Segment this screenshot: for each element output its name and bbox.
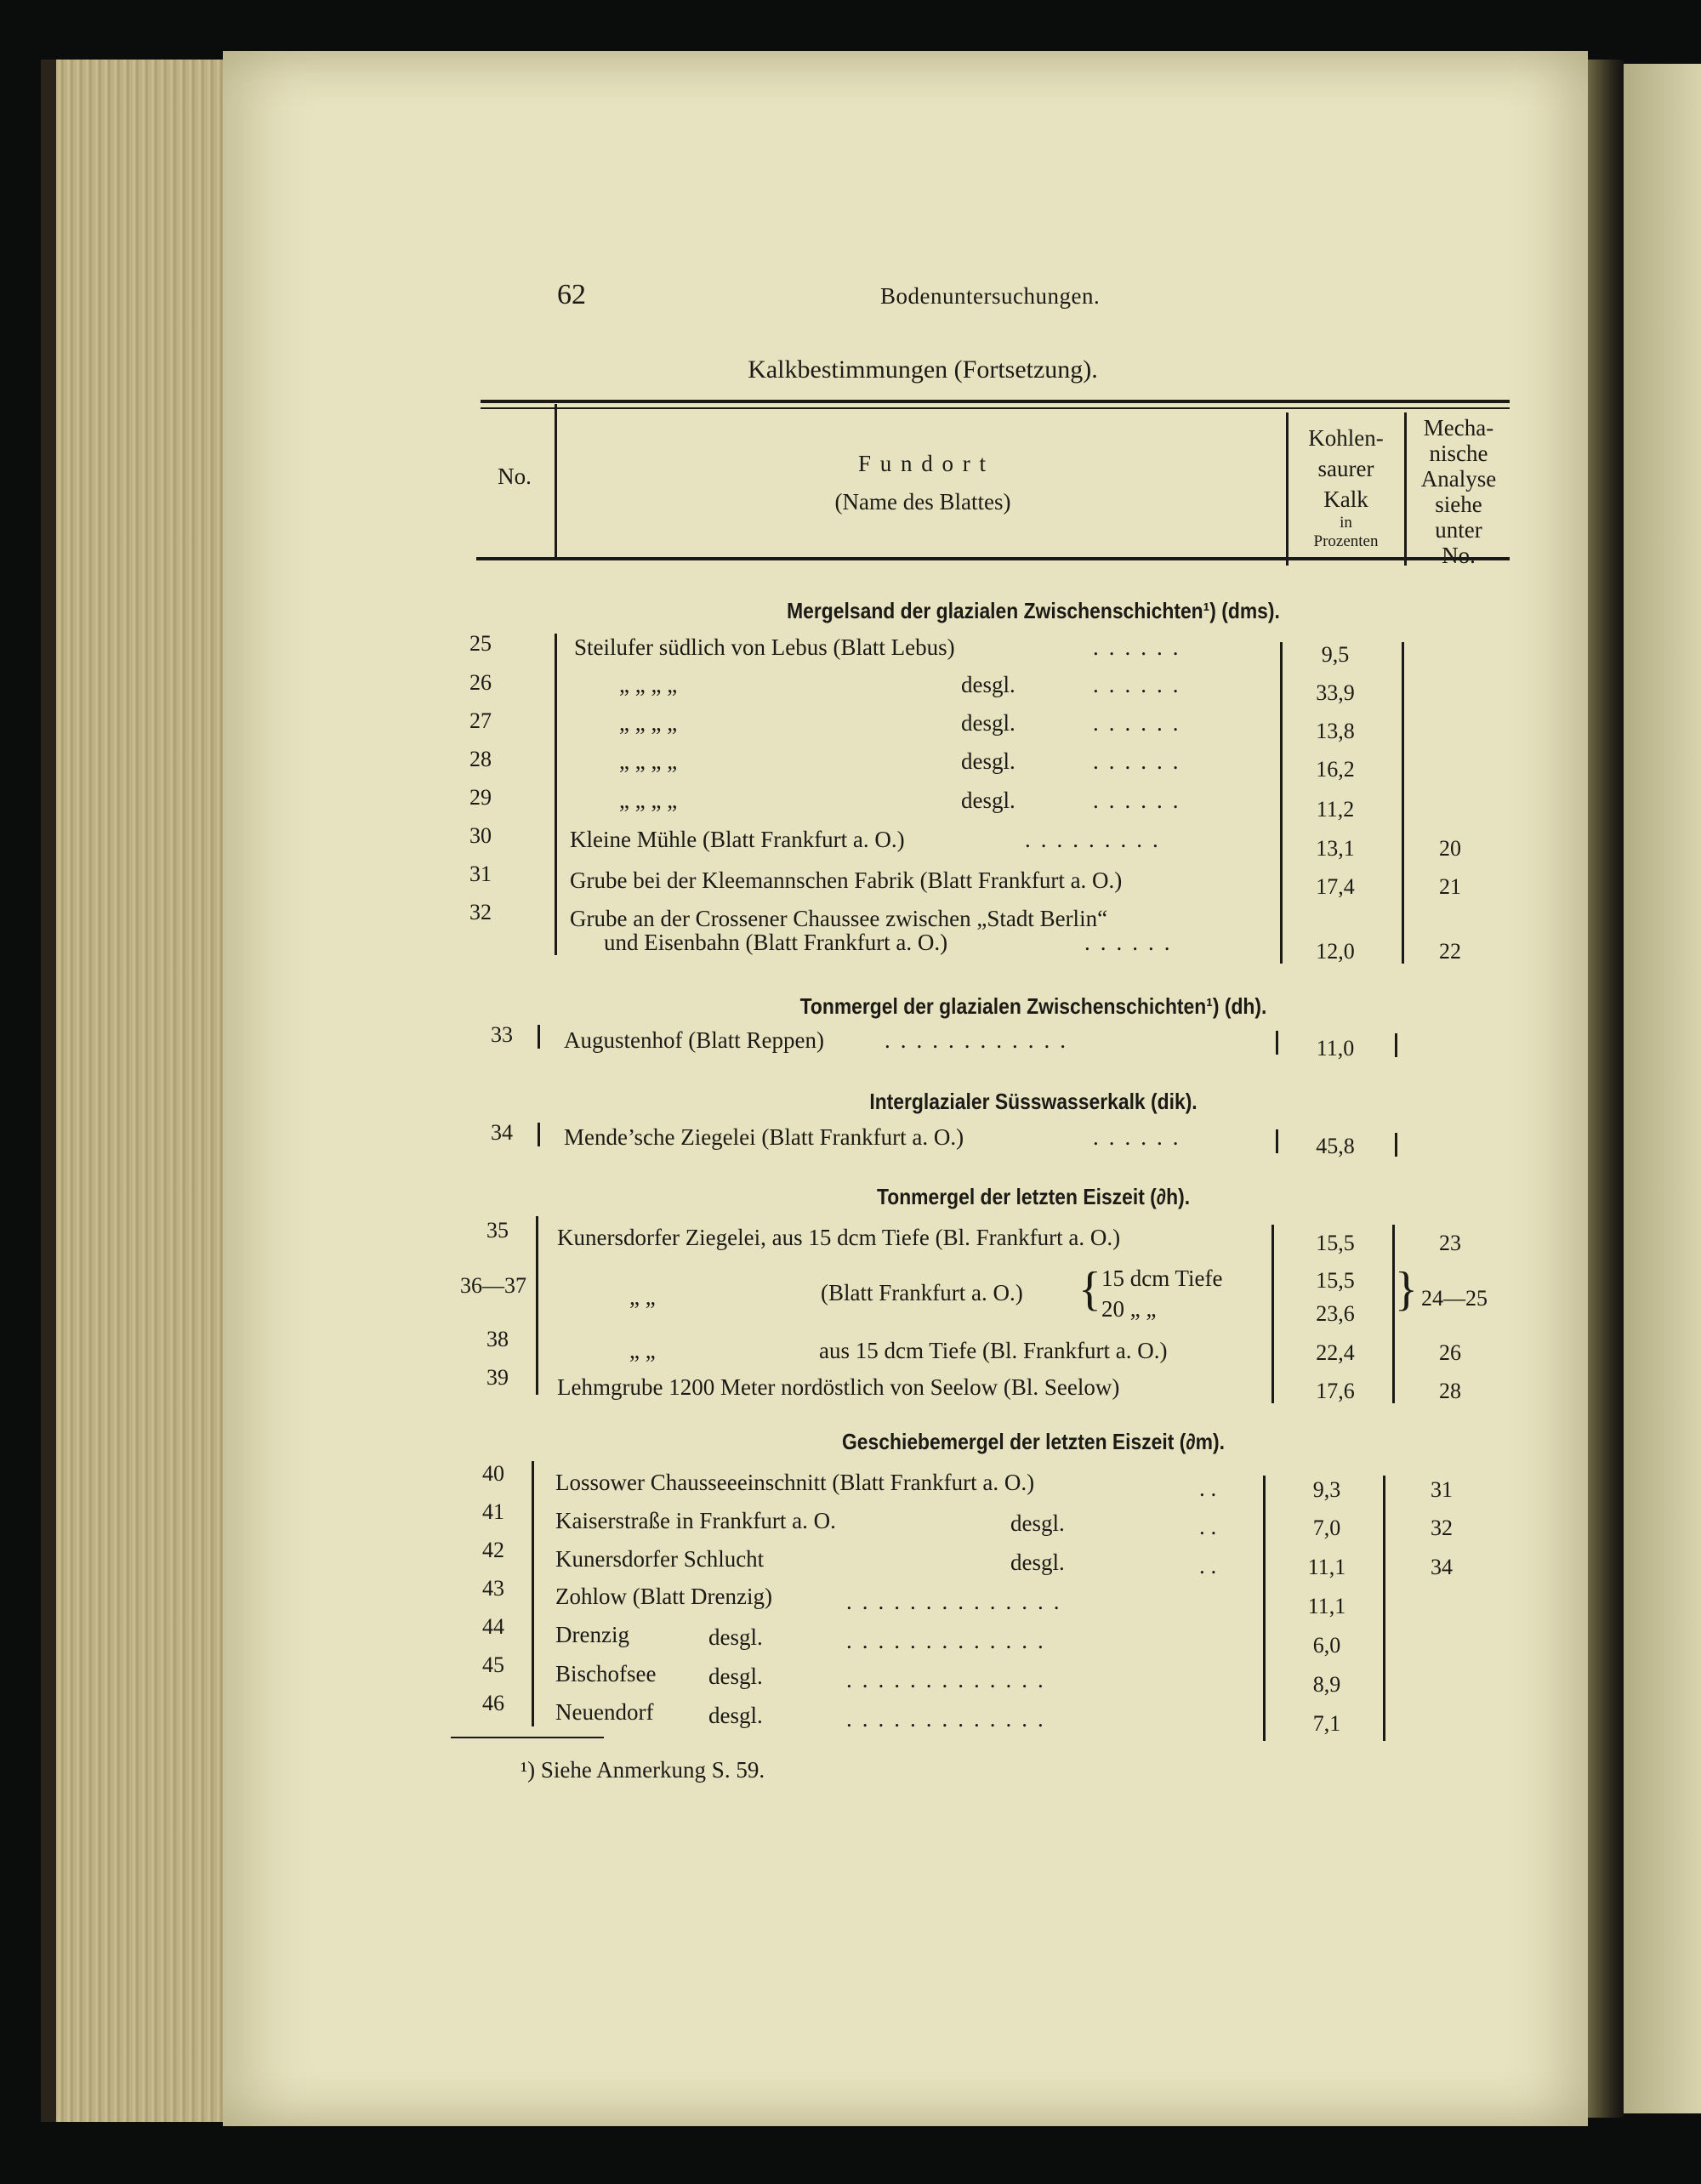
header-mech: Mecha- nische Analyse siehe unter No. — [1420, 415, 1497, 568]
row-number: 25 — [469, 631, 492, 656]
row-leader-dots: .............. — [846, 1589, 1070, 1614]
column-rule-kalk — [1276, 1031, 1278, 1055]
row-fundort: Kunersdorfer Schlucht — [555, 1546, 765, 1572]
row-kalk: 12,0 — [1316, 939, 1355, 964]
row-desgl: desgl. — [1010, 1510, 1065, 1536]
row-kalk: 7,0 — [1312, 1516, 1341, 1540]
row-fundort: Drenzig — [555, 1622, 629, 1647]
row-leader-dots: ...... — [1084, 930, 1180, 955]
row-kalk: 17,6 — [1316, 1379, 1355, 1403]
table-top-rule-thin — [481, 407, 1510, 409]
row-number: 46 — [482, 1691, 504, 1715]
row-number: 42 — [482, 1538, 504, 1562]
column-rule-mech — [1383, 1476, 1385, 1741]
column-rule-kalk — [1280, 642, 1283, 964]
running-head: Bodenuntersuchungen. — [880, 283, 1101, 309]
row-mech: 23 — [1439, 1231, 1461, 1255]
row-mech: 24—25 — [1421, 1286, 1488, 1311]
row-number: 43 — [482, 1576, 504, 1601]
section-heading: Tonmergel der letzten Eiszeit (∂h). — [876, 1184, 1191, 1209]
row-depth-1: 15 dcm Tiefe — [1101, 1265, 1223, 1291]
header-fundort-sub: (Name des Blattes) — [834, 489, 1011, 515]
row-mech: 34 — [1431, 1555, 1453, 1579]
row-ditto: „ „ — [629, 1284, 656, 1310]
footnote-rule — [451, 1737, 604, 1738]
row-kalk: 11,1 — [1307, 1594, 1346, 1618]
row-fundort: Neuendorf — [555, 1699, 654, 1725]
row-ditto: „ „ „ „ — [619, 710, 678, 736]
row-mech: 22 — [1439, 939, 1461, 964]
section-heading: Mergelsand der glazialen Zwischenschichten¹) (dms). — [787, 598, 1280, 623]
row-mech: 20 — [1439, 836, 1461, 861]
row-leader-dots: ............ — [885, 1027, 1076, 1053]
row-kalk: 15,5 — [1316, 1268, 1355, 1293]
column-rule-mech — [1395, 1033, 1397, 1057]
header-fundort: F u n d o r t — [857, 451, 987, 476]
row-kalk: 9,5 — [1321, 642, 1350, 667]
row-number: 30 — [469, 823, 492, 848]
header-divider-no — [555, 404, 557, 557]
row-number: 29 — [469, 785, 492, 810]
row-desgl: desgl. — [961, 788, 1015, 813]
section-heading: Tonmergel der glazialen Zwischenschichten¹) (dh). — [799, 993, 1267, 1019]
footnote: ¹) Siehe Anmerkung S. 59. — [521, 1757, 765, 1783]
row-desgl: desgl. — [708, 1624, 763, 1650]
row-number: 39 — [486, 1365, 509, 1390]
row-kalk: 45,8 — [1316, 1134, 1355, 1158]
row-number: 41 — [482, 1499, 504, 1524]
row-fundort: Grube bei der Kleemannschen Fabrik (Blatt Frankfurt a. O.) — [570, 867, 1123, 893]
row-number: 45 — [482, 1652, 504, 1677]
row-number: 38 — [486, 1327, 509, 1351]
row-kalk: 9,3 — [1312, 1477, 1341, 1502]
row-number: 32 — [469, 900, 492, 924]
row-fundort: Grube an der Crossener Chaussee zwischen „Stadt Berlin“ — [570, 906, 1108, 931]
row-kalk-2: 23,6 — [1316, 1301, 1355, 1326]
row-fundort: aus 15 dcm Tiefe (Bl. Frankfurt a. O.) — [819, 1338, 1168, 1363]
row-number: 35 — [486, 1218, 509, 1243]
row-number: 44 — [482, 1614, 504, 1639]
column-rule-mech — [1395, 1133, 1397, 1157]
row-leader-dots: ...... — [1093, 634, 1189, 660]
section-heading: Geschiebemergel der letzten Eiszeit (∂m). — [842, 1429, 1225, 1454]
row-leader-dots: ...... — [1093, 788, 1189, 813]
row-fundort: (Blatt Frankfurt a. O.) — [821, 1280, 1023, 1305]
row-number: 36—37 — [460, 1273, 526, 1298]
row-kalk: 33,9 — [1316, 680, 1355, 705]
row-fundort: Mende’sche Ziegelei (Blatt Frankfurt a. O.) — [564, 1124, 964, 1150]
row-number: 34 — [491, 1120, 513, 1145]
row-leader-dots: . . — [1199, 1514, 1217, 1539]
row-number: 28 — [469, 747, 492, 771]
row-fundort: Lossower Chausseeeinschnitt (Blatt Frankfurt a. O.) — [555, 1470, 1035, 1495]
row-kalk: 8,9 — [1312, 1672, 1341, 1697]
row-ditto: „ „ „ „ — [619, 788, 678, 813]
header-divider-mech — [1404, 412, 1407, 566]
row-desgl: desgl. — [961, 672, 1015, 697]
row-fundort: Kaiserstraße in Frankfurt a. O. — [555, 1508, 836, 1533]
row-leader-dots: ......... — [1025, 827, 1169, 852]
row-leader-dots: ...... — [1093, 748, 1189, 774]
row-leader-dots: . . — [1199, 1553, 1217, 1578]
row-fundort: Kleine Mühle (Blatt Frankfurt a. O.) — [570, 827, 905, 852]
row-leader-dots: ...... — [1093, 1124, 1189, 1150]
header-bottom-rule — [476, 557, 1510, 560]
row-number: 33 — [491, 1022, 513, 1047]
header-kalk: Kohlen- saurer Kalk in Prozenten — [1308, 425, 1384, 550]
row-leader-dots: . . — [1199, 1476, 1217, 1501]
row-kalk: 11,1 — [1307, 1555, 1346, 1579]
row-kalk: 13,1 — [1316, 836, 1355, 861]
row-leader-dots: ...... — [1093, 672, 1189, 697]
row-fundort: Zohlow (Blatt Drenzig) — [555, 1584, 772, 1609]
row-mech: 21 — [1439, 874, 1461, 899]
page-number: 62 — [557, 279, 586, 310]
row-desgl: desgl. — [708, 1703, 763, 1728]
row-mech: 31 — [1431, 1477, 1453, 1502]
column-rule-kalk — [1263, 1476, 1266, 1741]
row-number: 31 — [469, 862, 492, 886]
column-rule-no — [538, 1025, 540, 1049]
row-leader-dots: ............. — [846, 1667, 1054, 1692]
row-fundort: Augustenhof (Blatt Reppen) — [564, 1027, 824, 1053]
row-mech: 28 — [1439, 1379, 1461, 1403]
row-fundort: Lehmgrube 1200 Meter nordöstlich von Seelow (Bl. Seelow) — [557, 1374, 1120, 1400]
row-desgl: desgl. — [961, 710, 1015, 736]
row-kalk: 11,2 — [1316, 797, 1355, 822]
column-rule-no — [555, 634, 557, 955]
column-rule-mech — [1402, 642, 1404, 964]
column-rule-kalk — [1271, 1225, 1274, 1403]
row-mech: 32 — [1431, 1516, 1453, 1540]
row-kalk: 22,4 — [1316, 1340, 1355, 1365]
row-number: 40 — [482, 1461, 504, 1486]
brace-right: } — [1395, 1263, 1418, 1316]
brace-left: { — [1078, 1263, 1101, 1316]
row-ditto: „ „ „ „ — [619, 748, 678, 774]
table-top-rule — [481, 400, 1510, 403]
column-rule-kalk — [1276, 1129, 1278, 1153]
row-fundort-continued: und Eisenbahn (Blatt Frankfurt a. O.) — [604, 930, 948, 955]
row-desgl: desgl. — [961, 748, 1015, 774]
row-kalk: 16,2 — [1316, 757, 1355, 782]
row-number: 27 — [469, 708, 492, 733]
column-rule-no — [538, 1123, 540, 1146]
row-desgl: desgl. — [1010, 1550, 1065, 1575]
row-leader-dots: ............. — [846, 1706, 1054, 1732]
row-desgl: desgl. — [708, 1664, 763, 1689]
row-leader-dots: ...... — [1093, 710, 1189, 736]
row-mech: 26 — [1439, 1340, 1461, 1365]
row-kalk: 17,4 — [1316, 874, 1355, 899]
row-kalk: 7,1 — [1312, 1711, 1341, 1736]
section-heading: Interglazialer Süsswasserkalk (dik). — [869, 1089, 1198, 1114]
row-fundort: Kunersdorfer Ziegelei, aus 15 dcm Tiefe (Bl. Frankfurt a. O.) — [557, 1225, 1121, 1250]
header-no: No. — [498, 464, 532, 489]
table-title: Kalkbestimmungen (Fortsetzung). — [748, 355, 1098, 384]
row-fundort: Bischofsee — [555, 1661, 657, 1686]
row-kalk: 15,5 — [1316, 1231, 1355, 1255]
row-kalk: 6,0 — [1312, 1633, 1341, 1658]
row-number: 26 — [469, 670, 492, 695]
row-kalk: 11,0 — [1316, 1036, 1355, 1061]
column-rule-no — [532, 1461, 534, 1726]
row-fundort: Steilufer südlich von Lebus (Blatt Lebus) — [574, 634, 955, 660]
column-rule-no — [536, 1216, 538, 1395]
row-kalk: 13,8 — [1316, 719, 1355, 743]
row-depth-2: 20 „ „ — [1101, 1296, 1157, 1322]
row-leader-dots: ............. — [846, 1628, 1054, 1653]
row-ditto: „ „ „ „ — [619, 672, 678, 697]
row-ditto: „ „ — [629, 1338, 656, 1363]
